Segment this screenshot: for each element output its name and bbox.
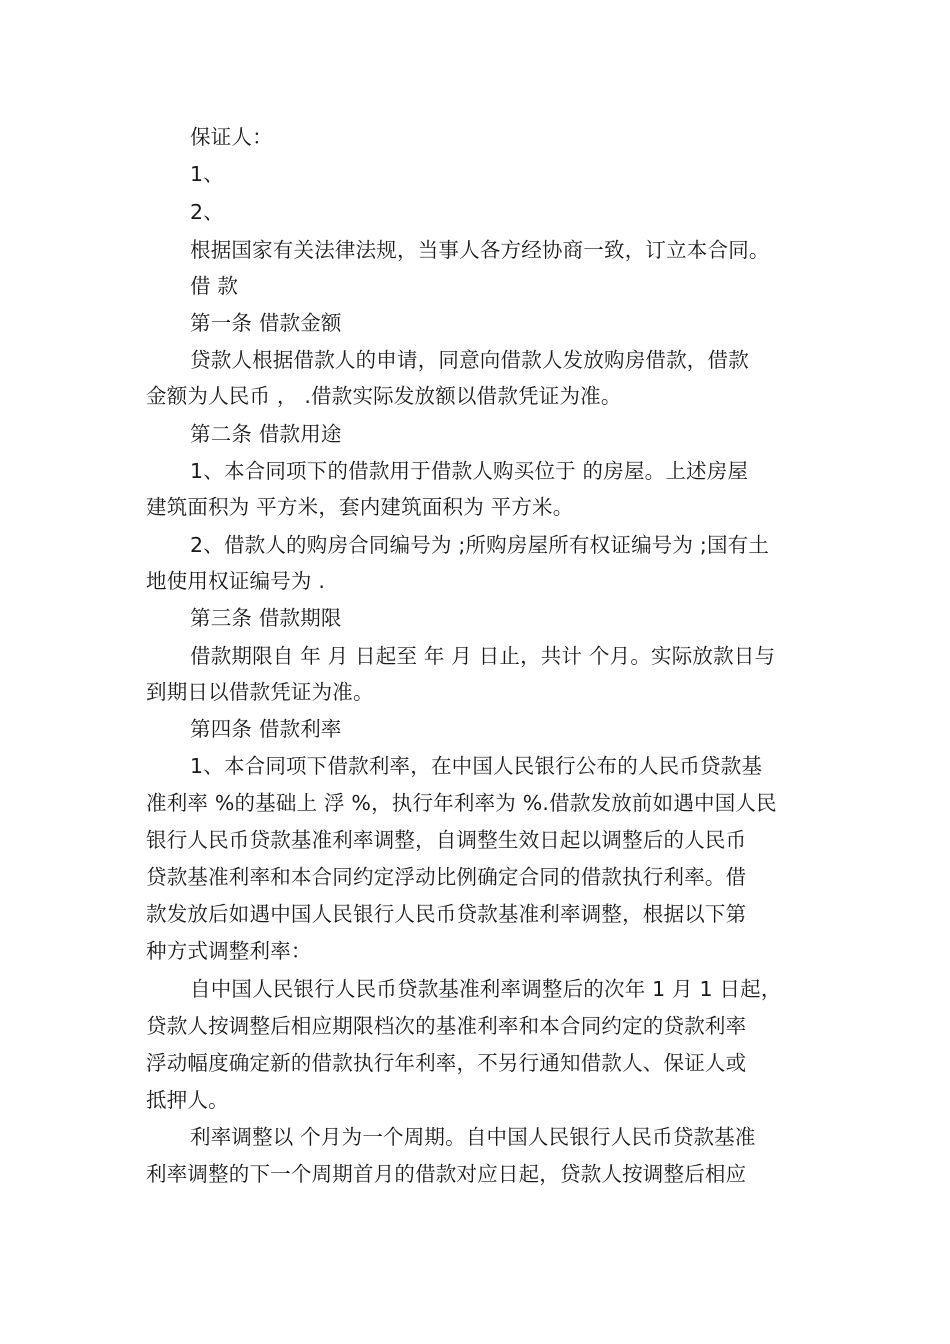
text-line: 2、 xyxy=(190,200,224,224)
text-line: 到期日以借款凭证为准。 xyxy=(146,680,374,704)
text-line: 自中国人民银行人民币贷款基准利率调整后的次年 1 月 1 日起， xyxy=(190,977,782,1001)
text-line: 保证人： xyxy=(190,125,273,149)
text-line: 地使用权证编号为 . xyxy=(146,569,326,593)
text-line: 利率调整的下一个周期首月的借款对应日起，贷款人按调整后相应 xyxy=(146,1162,747,1186)
text-line: 1、本合同项下的借款用于借款人购买位于 的房屋。上述房屋 xyxy=(190,459,749,483)
text-line: 种方式调整利率： xyxy=(146,939,312,963)
text-line: 浮动幅度确定新的借款执行年利率，不另行通知借款人、保证人或 xyxy=(146,1051,747,1075)
text-line: 抵押人。 xyxy=(146,1088,229,1112)
text-line: 1、本合同项下借款利率，在中国人民银行公布的人民币贷款基 xyxy=(190,754,763,778)
text-line: 款发放后如遇中国人民银行人民币贷款基准利率调整，根据以下第 xyxy=(146,902,747,926)
text-line: 2、借款人的购房合同编号为 ;所购房屋所有权证编号为 ;国有土 xyxy=(190,533,770,557)
text-line: 贷款人按调整后相应期限档次的基准利率和本合同约定的贷款利率 xyxy=(146,1014,747,1038)
text-line: 贷款基准利率和本合同约定浮动比例确定合同的借款执行利率。借 xyxy=(146,865,747,889)
text-line: 根据国家有关法律法规，当事人各方经协商一致，订立本合同。 xyxy=(190,238,770,262)
article-heading: 第二条 借款用途 xyxy=(190,422,342,446)
text-line: 准利率 %的基础上 浮 %，执行年利率为 %.借款发放前如遇中国人民 xyxy=(146,791,777,815)
text-line: 利率调整以 个月为一个周期。自中国人民银行人民币贷款基准 xyxy=(190,1125,756,1149)
text-line: 1、 xyxy=(190,162,224,186)
text-line: 银行人民币贷款基准利率调整，自调整生效日起以调整后的人民币 xyxy=(146,828,747,852)
text-line: 借款期限自 年 月 日起至 年 月 日止，共计 个月。实际放款日与 xyxy=(190,644,776,668)
article-heading: 第四条 借款利率 xyxy=(190,717,342,741)
article-heading: 第三条 借款期限 xyxy=(190,606,342,630)
section-heading: 借 款 xyxy=(190,274,239,298)
article-heading: 第一条 借款金额 xyxy=(190,311,342,335)
text-line: 建筑面积为 平方米，套内建筑面积为 平方米。 xyxy=(146,495,574,519)
text-line: 金额为人民币 ， .借款实际发放额以借款凭证为准。 xyxy=(146,384,622,408)
text-line: 贷款人根据借款人的申请，同意向借款人发放购房借款，借款 xyxy=(190,348,749,372)
